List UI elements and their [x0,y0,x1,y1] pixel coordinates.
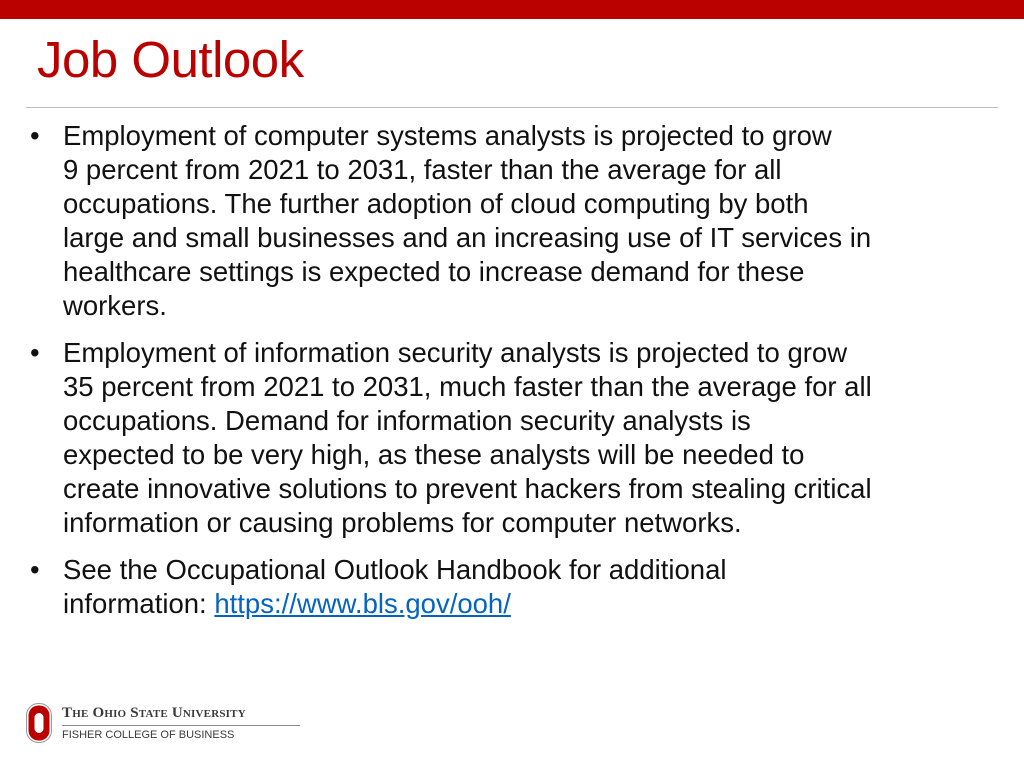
title-divider [26,107,998,108]
bullet-item-systems-analysts [28,119,998,323]
top-accent-bar [0,0,1024,19]
bullet-marker: • [30,554,40,585]
bullet-item-security-analysts [28,336,998,540]
bullet-item-handbook [28,553,998,621]
university-name: The Ohio State University [62,705,246,721]
university-logo [26,703,286,745]
ooh-link[interactable]: https://www.bls.gov/ooh/ [214,588,511,619]
bullet-text: Employment of computer systems analysts is projected to grow 9 percent from 2021 to 2031, faster than the average for all occupations. The further adoption of cloud computing by both large and small businesses and an increasing use of IT services in healthcare settings is expected to increase demand for these workers. [63,120,872,321]
bullet-marker: • [30,337,40,368]
college-name: FISHER COLLEGE OF BUSINESS [62,729,235,741]
bullet-text: See the Occupational Outlook Handbook for additional information: [63,554,727,619]
bullet-text: Employment of information security analysts is projected to grow 35 percent from 2021 to 2031, much faster than the average for all occupations. Demand for information security analysts is expected to be very high, as these analysts will be needed to create innovative solutions to prevent hackers from stealing critical information or causing problems for computer networks. [63,337,872,538]
logo-divider [62,725,300,726]
bullet-marker: • [30,120,40,151]
bullet-list [28,119,998,634]
block-o-icon [26,703,52,743]
slide-title: Job Outlook [37,31,304,88]
